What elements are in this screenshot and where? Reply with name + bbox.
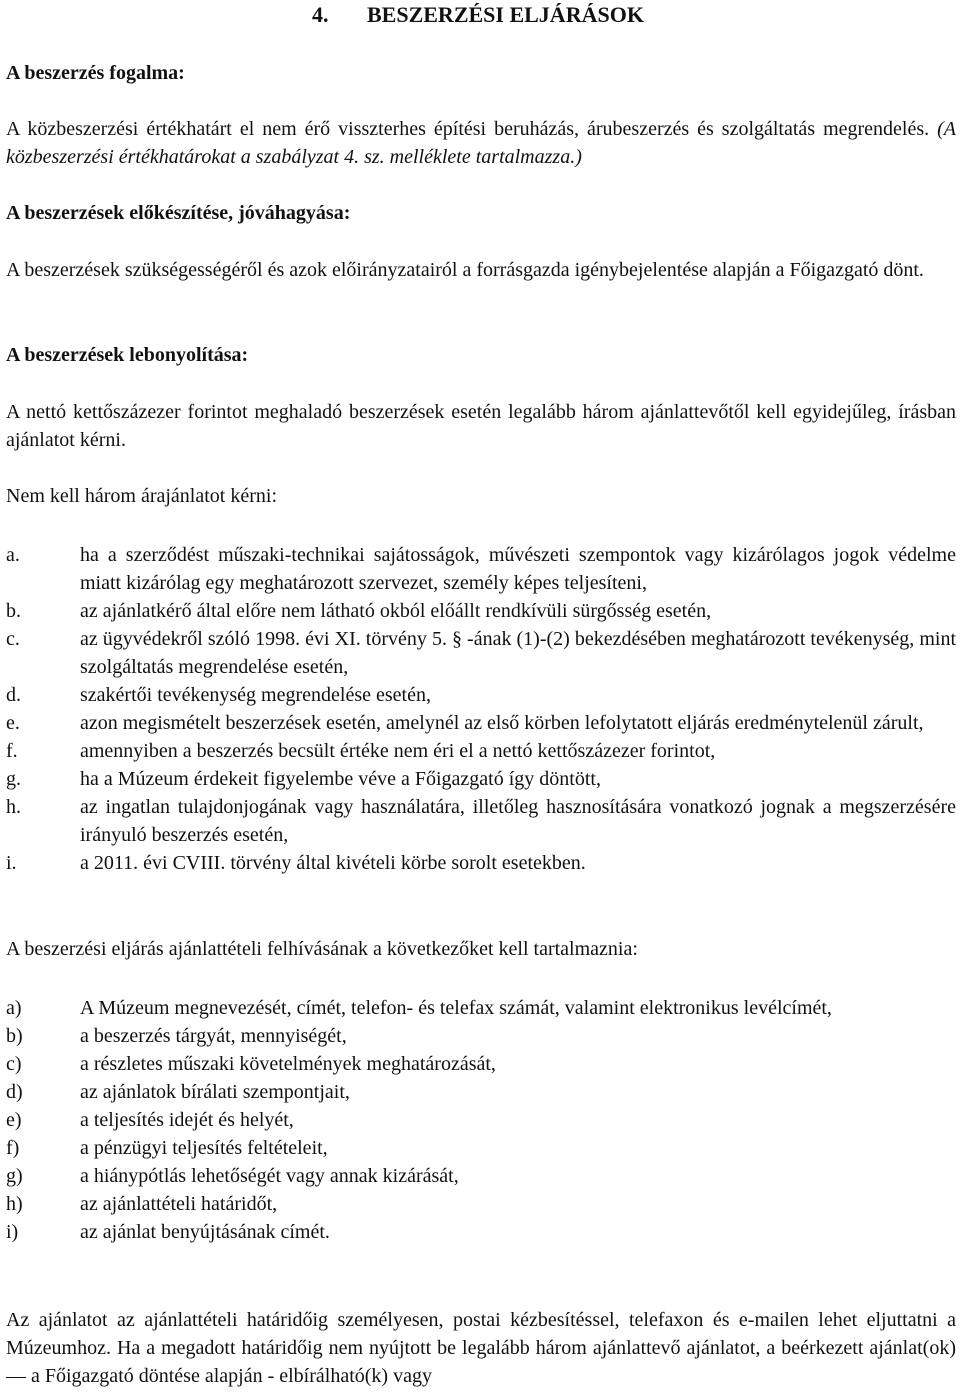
list-item-text: A Múzeum megnevezését, címét, telefon- és telefax számát, valamint elektronikus levélcímét,	[80, 997, 832, 1019]
list-item-label: a)	[6, 997, 22, 1019]
list-item-text: ha a Múzeum érdekeit figyelembe véve a Főigazgató így döntött,	[80, 768, 601, 790]
list-item	[6, 541, 956, 597]
list-item	[6, 1218, 956, 1246]
list-item	[6, 1022, 956, 1050]
list-item-label: f.	[6, 740, 18, 762]
paragraph-definition	[6, 115, 956, 171]
list-item-label: b.	[6, 600, 21, 622]
list-item-text: a pénzügyi teljesítés feltételeit,	[80, 1137, 328, 1159]
list-item	[6, 681, 956, 709]
paragraph-exceptions-intro: Nem kell három árajánlatot kérni:	[6, 485, 278, 507]
list-item-label: i)	[6, 1221, 19, 1243]
list-item	[6, 709, 956, 737]
list-item-text: azon megismételt beszerzések esetén, amelynél az első körben lefolytatott eljárás eredménytelenül zárult,	[80, 712, 924, 734]
list-item-text: a teljesítés idejét és helyét,	[80, 1109, 294, 1131]
list-item	[6, 1190, 956, 1218]
definition-text: A közbeszerzési értékhatárt el nem érő visszterhes építési beruházás, árubeszerzés és szolgáltatás megrendelés.	[6, 118, 930, 140]
paragraph-call-contents-intro: A beszerzési eljárás ajánlattételi felhívásának a következőket kell tartalmaznia:	[6, 938, 638, 960]
list-item	[6, 1078, 956, 1106]
definition-note: (A közbeszerzési értékhatárokat a szabályzat 4. sz. melléklete tartalmazza.)	[6, 118, 957, 168]
list-item-text: az ingatlan tulajdonjogának vagy használatára, illetőleg hasznosítására vonatkozó jognak a megszerzésére irányuló beszerzés esetén,	[80, 796, 956, 846]
list-item-label: e.	[6, 712, 20, 734]
list-item	[6, 597, 956, 625]
list-item-label: g.	[6, 768, 21, 790]
paragraph-preparation: A beszerzések szükségességéről és azok előirányzatairól a forrásgazda igénybejelentése alapján a Főigazgató dönt.	[6, 259, 924, 281]
list-item-text: az ajánlatok bírálati szempontjait,	[80, 1081, 350, 1103]
list-item-label: a.	[6, 544, 20, 566]
list-item-text: ha a szerződést műszaki-technikai sajátosságok, művészeti szempontok vagy kizárólagos jogok védelme miatt kizárólag egy meghatározott szervezet, személy képes teljesíteni,	[80, 544, 956, 594]
list-item-text: az ajánlatkérő által előre nem látható okból előállt rendkívüli sürgősség esetén,	[80, 600, 712, 622]
list-item-label: e)	[6, 1109, 22, 1131]
list-item-text: a 2011. évi CVIII. törvény által kivételi körbe sorolt esetekben.	[80, 852, 586, 874]
chapter-title-text: BESZERZÉSI ELJÁRÁSOK	[367, 2, 644, 27]
paragraph-submission: Az ajánlatot az ajánlattételi határidőig személyesen, postai kézbesítéssel, telefaxon és e-mailen lehet eljuttatni a Múzeumhoz. Ha a megadott határidőig nem nyújtott be legalább három ajánlattevő ajánlatot, a beérkezett ajánlat(ok) — a Főigazgató döntése alapján - elbírálható(k) vagy	[6, 1309, 956, 1387]
list-item	[6, 625, 956, 681]
list-item-label: h)	[6, 1193, 23, 1215]
list-item-label: b)	[6, 1025, 23, 1047]
paragraph-execution: A nettó kettőszázezer forintot meghaladó beszerzések esetén legalább három ajánlattevőtől kell egyidejűleg, írásban ajánlatot kérni.	[6, 401, 956, 451]
list-item-text: az ügyvédekről szóló 1998. évi XI. törvény 5. § -ának (1)-(2) bekezdésében meghatározott tevékenység, mint szolgáltatás megrendelése esetén,	[80, 628, 956, 678]
list-item-label: d)	[6, 1081, 23, 1103]
list-item	[6, 1162, 956, 1190]
list-item-text: a részletes műszaki követelmények meghatározását,	[80, 1053, 496, 1075]
list-item	[6, 849, 956, 877]
chapter-title	[312, 2, 644, 28]
list-item-label: d.	[6, 684, 21, 706]
section-heading-definition: A beszerzés fogalma:	[6, 62, 185, 84]
list-item-text: a beszerzés tárgyát, mennyiségét,	[80, 1025, 347, 1047]
list-item	[6, 765, 956, 793]
list-item-text: a hiánypótlás lehetőségét vagy annak kizárását,	[80, 1165, 459, 1187]
chapter-number: 4.	[312, 2, 329, 27]
list-item-text: szakértői tevékenység megrendelése esetén,	[80, 684, 431, 706]
exceptions-list	[6, 541, 956, 877]
list-item	[6, 793, 956, 849]
list-item-text: az ajánlattételi határidőt,	[80, 1193, 278, 1215]
list-item-label: f)	[6, 1137, 20, 1159]
list-item-label: c)	[6, 1053, 22, 1075]
list-item	[6, 1050, 956, 1078]
list-item-label: h.	[6, 796, 21, 818]
list-item	[6, 994, 956, 1022]
list-item-label: i.	[6, 852, 17, 874]
section-heading-preparation: A beszerzések előkészítése, jóváhagyása:	[6, 202, 351, 224]
list-item-text: az ajánlat benyújtásának címét.	[80, 1221, 330, 1243]
list-item-text: amennyiben a beszerzés becsült értéke nem éri el a nettó kettőszázezer forintot,	[80, 740, 716, 762]
list-item-label: g)	[6, 1165, 23, 1187]
list-item	[6, 737, 956, 765]
list-item	[6, 1134, 956, 1162]
list-item-label: c.	[6, 628, 20, 650]
section-heading-execution: A beszerzések lebonyolítása:	[6, 344, 249, 366]
list-item	[6, 1106, 956, 1134]
call-contents-list	[6, 994, 956, 1246]
